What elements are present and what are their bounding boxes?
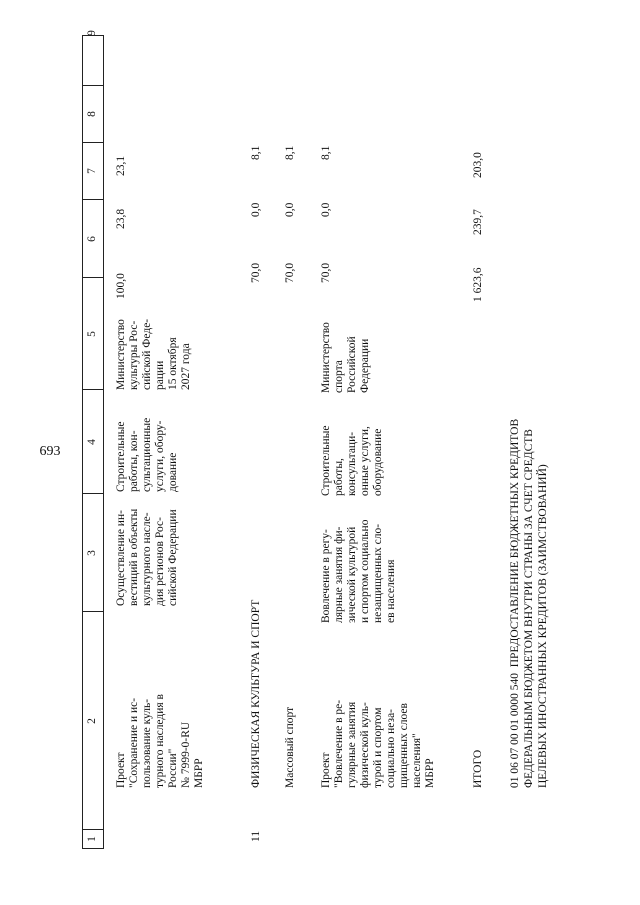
culture-project-col8: 23,1 xyxy=(115,155,127,176)
section-footer-heading: 01 06 07 00 01 0000 540 ПРЕДОСТАВЛЕНИЕ БЮДЖЕТНЫХ КРЕДИТОВ ФЕДЕРАЛЬНЫМ БЮДЖЕТОМ ВНУТРИ СТРАНЫ ЗА СЧЕТ СРЕДСТВ ЦЕЛЕВЫХ ИНОСТРАННЫХ КРЕДИТОВ (ЗАИМСТВОВАНИЙ) xyxy=(509,418,549,788)
sport-project-purpose: Вовлечение в регу- лярные занятия фи- зической культурой и спортом социально незащищенных сло- ев населения xyxy=(320,519,397,623)
mass-sport-col6: 70,0 xyxy=(284,262,296,283)
column-number-6: 6 xyxy=(86,236,98,242)
column-number-8: 8 xyxy=(86,111,98,117)
culture-project-col7: 23,8 xyxy=(115,208,127,229)
sport-project-name: Проект "Вовлечение в ре- гулярные занятия физической куль- турой и спортом социально неза- щищенных слоев населения" МБРР xyxy=(320,699,436,788)
sport-section-col6: 70,0 xyxy=(250,262,262,283)
column-number-2: 2 xyxy=(86,718,98,724)
column-number-4: 4 xyxy=(86,439,98,445)
column-number-5: 5 xyxy=(86,331,98,337)
sport-section-title: ФИЗИЧЕСКАЯ КУЛЬТУРА И СПОРТ xyxy=(250,599,262,788)
culture-project-col6: 100,0 xyxy=(115,273,127,299)
total-label: ИТОГО xyxy=(472,749,484,788)
culture-project-expenses: Строительные работы, кон- сультационные услуги, обору- дование xyxy=(115,417,179,492)
sport-project-col6: 70,0 xyxy=(320,262,332,283)
mass-sport-title: Массовый спорт xyxy=(284,706,296,788)
sport-project-col7: 0,0 xyxy=(320,202,332,217)
sport-section-col7: 0,0 xyxy=(250,202,262,217)
sport-project-expenses: Строительные работы, консультаци- онные услуги, оборудование xyxy=(320,425,384,496)
sport-project-col8: 8,1 xyxy=(320,145,332,160)
sport-section-number: 11 xyxy=(250,830,262,842)
sport-project-ministry: Министерство спорта Российской Федерации xyxy=(320,322,371,393)
column-header-row xyxy=(82,30,104,849)
column-number-1: 1 xyxy=(86,836,98,842)
culture-project-purpose: Осуществление ин- вестиций в объекты культурного насле- дия регионов Рос- сийской Федерации xyxy=(115,508,179,606)
column-number-7: 7 xyxy=(86,168,98,174)
mass-sport-col8: 8,1 xyxy=(284,145,296,160)
culture-project-ministry: Министерство культуры Рос- сийской Феде- рации 15 октября 2027 года xyxy=(115,318,192,390)
column-number-3: 3 xyxy=(86,550,98,556)
total-col8: 203,0 xyxy=(472,152,484,178)
mass-sport-col7: 0,0 xyxy=(284,202,296,217)
total-col7: 239,7 xyxy=(472,209,484,235)
sport-section-col8: 8,1 xyxy=(250,145,262,160)
column-number-9: 9 xyxy=(86,30,98,36)
page-number: 693 xyxy=(39,444,61,459)
culture-project-name: Проект "Сохранение и ис- пользование куль- турного наследия в России" № 7999-0-RU МБРР xyxy=(115,694,205,788)
total-col6: 1 623,6 xyxy=(472,267,484,302)
